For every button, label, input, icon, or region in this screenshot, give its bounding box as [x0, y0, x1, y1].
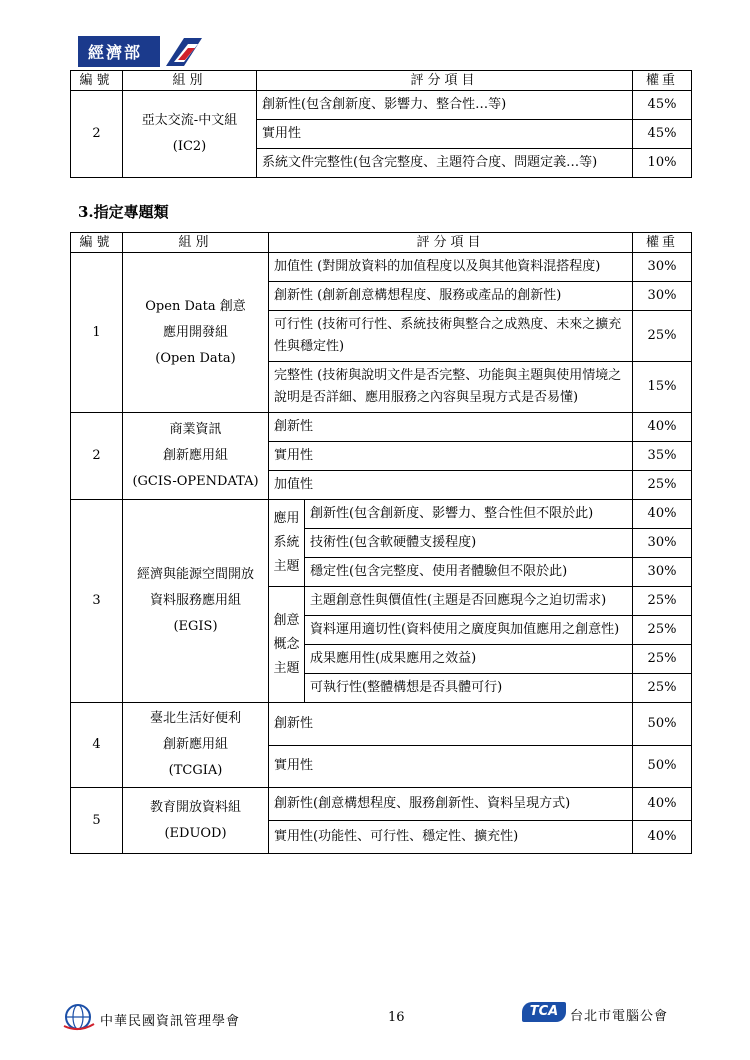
criterion-weight: 45%: [633, 120, 692, 149]
criterion-text: 資料運用適切性(資料使用之廣度與加值應用之創意性): [305, 616, 633, 645]
group-id: 3: [71, 500, 123, 703]
group-name-line: 經濟與能源空間開放: [136, 567, 254, 582]
group-id: 4: [71, 703, 123, 788]
criterion-text: 實用性: [269, 745, 633, 788]
criterion-text: 成果應用性(成果應用之效益): [305, 645, 633, 674]
ministry-logo: [78, 36, 206, 67]
group-name: [123, 413, 269, 500]
criterion-weight: 25%: [633, 471, 692, 500]
group-id: 5: [71, 788, 123, 854]
ministry-logo-box: [78, 36, 160, 67]
criterion-text: 創新性(包含創新度、影響力、整合性但不限於此): [305, 500, 633, 529]
tca-logo: TCA: [522, 1002, 566, 1022]
group-name-line: (GCIS-OPENDATA): [132, 474, 259, 489]
header-id: 編號: [71, 71, 123, 91]
group-name-line: 應用開發組: [162, 324, 228, 340]
criterion-weight: 40%: [633, 413, 692, 442]
page-number: 16: [388, 1010, 405, 1025]
criterion-text: 可行性 (技術可行性、系統技術與整合之成熟度、未來之擴充性與穩定性): [269, 311, 633, 362]
criterion-weight: 45%: [633, 91, 692, 120]
group-name-line: 資料服務應用組: [149, 593, 241, 608]
criterion-weight: 30%: [633, 529, 692, 558]
header-weight: 權重: [633, 233, 692, 253]
criterion-text: 創新性: [269, 413, 633, 442]
group-name: [123, 500, 269, 703]
criterion-weight: 25%: [633, 645, 692, 674]
table-general-scoring: [70, 70, 692, 178]
table-row: [71, 500, 692, 529]
criterion-weight: 30%: [633, 558, 692, 587]
criterion-weight: 40%: [633, 821, 692, 854]
section-title: 3.指定專題類: [78, 203, 169, 221]
criterion-weight: 25%: [633, 587, 692, 616]
criterion-text: 實用性(功能性、可行性、穩定性、擴充性): [269, 821, 633, 854]
criterion-weight: 10%: [633, 149, 692, 178]
subgroup-label: 應用系統主題: [269, 500, 305, 587]
footer-right-org-name: 台北市電腦公會: [570, 1009, 669, 1024]
group-name: [123, 788, 269, 854]
criterion-weight: 15%: [633, 362, 692, 413]
criterion-weight: 50%: [633, 745, 692, 788]
table-row: [71, 788, 692, 821]
group-id: 1: [71, 253, 123, 413]
criterion-text: 系統文件完整性(包含完整度、主題符合度、問題定義…等): [257, 149, 633, 178]
criterion-weight: 25%: [633, 311, 692, 362]
header-group: 組別: [123, 233, 269, 253]
criterion-weight: 40%: [633, 500, 692, 529]
table-row: [71, 703, 692, 746]
criterion-text: 穩定性(包含完整度、使用者體驗但不限於此): [305, 558, 633, 587]
criterion-text: 完整性 (技術與說明文件是否完整、功能與主題與使用情境之說明是否詳細、應用服務之內容與呈現方式是否易懂): [269, 362, 633, 413]
group-name-line: 創新應用組: [162, 737, 228, 752]
group-name: [123, 253, 269, 413]
criterion-text: 實用性: [269, 442, 633, 471]
criterion-weight: 30%: [633, 282, 692, 311]
group-name-line: (IC2): [172, 139, 207, 154]
globe-icon: [62, 1002, 96, 1034]
group-name: [123, 91, 257, 178]
group-name-line: Open Data 創意: [145, 298, 246, 314]
header-weight: 權重: [633, 71, 692, 91]
group-name-line: (EDUOD): [164, 825, 227, 841]
criterion-text: 主題創意性與價值性(主題是否回應現今之迫切需求): [305, 587, 633, 616]
group-name-line: (EGIS): [173, 619, 218, 634]
group-id: 2: [71, 91, 123, 178]
footer-right-org: [522, 1002, 692, 1032]
criterion-text: 加值性: [269, 471, 633, 500]
group-name-line: (Open Data): [155, 350, 236, 366]
table-row: [71, 253, 692, 282]
group-name-line: 亞太交流-中文組: [141, 113, 238, 128]
criterion-text: 加值性 (對開放資料的加值程度以及與其他資料混搭程度): [269, 253, 633, 282]
group-name-line: 創新應用組: [162, 448, 228, 463]
criterion-weight: 40%: [633, 788, 692, 821]
group-name-line: 教育開放資料組: [149, 799, 241, 815]
ministry-logo-text: 經濟部: [88, 43, 143, 62]
criterion-weight: 50%: [633, 703, 692, 746]
table-header-row: [71, 71, 692, 91]
ministry-emblem-icon: [162, 36, 204, 67]
criterion-text: 創新性: [269, 703, 633, 746]
criterion-weight: 30%: [633, 253, 692, 282]
group-id: 2: [71, 413, 123, 500]
table-row: [71, 413, 692, 442]
header-group: 組別: [123, 71, 257, 91]
group-name: [123, 703, 269, 788]
criterion-text: 技術性(包含軟硬體支援程度): [305, 529, 633, 558]
group-name-line: 商業資訊: [169, 422, 222, 437]
table-header-row: [71, 233, 692, 253]
table-special-topic-scoring: [70, 232, 692, 854]
header-id: 編號: [71, 233, 123, 253]
header-item: 評分項目: [269, 233, 633, 253]
group-name-line: 臺北生活好便利: [149, 711, 241, 726]
criterion-text: 創新性 (創新創意構想程度、服務或產品的創新性): [269, 282, 633, 311]
footer-left-org-name: 中華民國資訊管理學會: [100, 1014, 241, 1029]
criterion-text: 實用性: [257, 120, 633, 149]
criterion-text: 可執行性(整體構想是否具體可行): [305, 674, 633, 703]
criterion-weight: 25%: [633, 616, 692, 645]
header-item: 評分項目: [257, 71, 633, 91]
criterion-weight: 35%: [633, 442, 692, 471]
criterion-weight: 25%: [633, 674, 692, 703]
subgroup-label: 創意概念主題: [269, 587, 305, 703]
criterion-text: 創新性(創意構想程度、服務創新性、資料呈現方式): [269, 788, 633, 821]
criterion-text: 創新性(包含創新度、影響力、整合性…等): [257, 91, 633, 120]
table-row: [71, 91, 692, 120]
group-name-line: (TCGIA): [168, 763, 223, 778]
